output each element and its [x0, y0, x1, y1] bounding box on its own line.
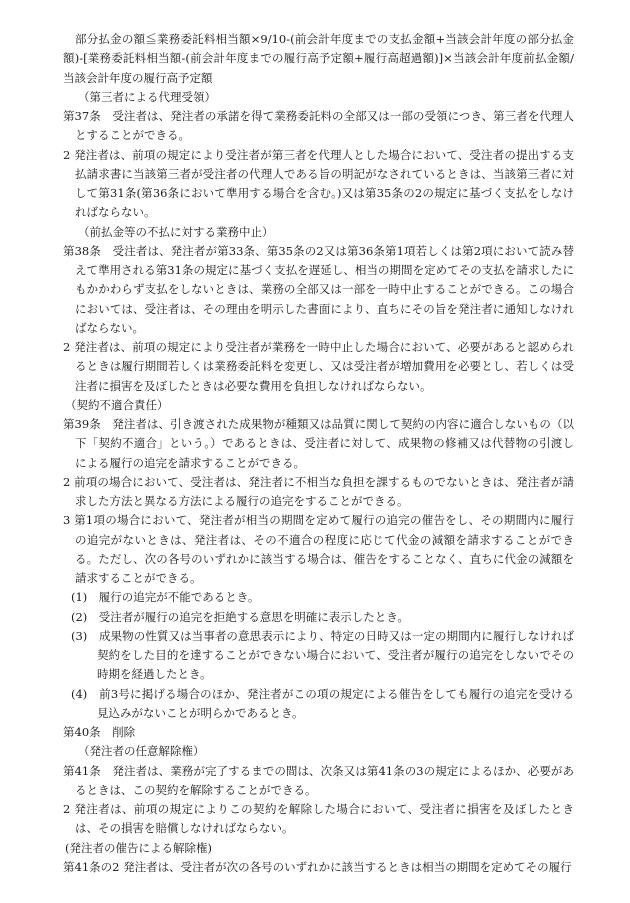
list-item: (4) 前3号に掲げる場合のほか、発注者がこの項の規定による催告をしても履行の追完を受ける見込みがないことが明らかであるとき。	[71, 686, 574, 720]
section-heading: （第三者による代理受領）	[78, 89, 216, 104]
article-39: 第39条 発注者は、引き渡された成果物が種類又は品質に関して契約の内容に適合しないもの（以下「契約不適合」という。）であるときは、受注者に対して、成果物の修補又は代替物の引渡しによる履行の追完を請求することができる。	[63, 417, 574, 470]
article-41-paragraph-2: 2 発注者は、前項の規定によりこの契約を解除した場合において、受注者に損害を及ぼしたときは、その損害を賠償しなければならない。	[63, 802, 574, 836]
article-41: 第41条 発注者は、業務が完了するまでの間は、次条又は第41条の3の規定によるほか、必要があるときは、この契約を解除することができる。	[63, 763, 574, 797]
section-heading: （契約不適合責任）	[65, 397, 169, 412]
article-41-2: 第41条の2 発注者は、受注者が次の各号のいずれかに該当するときは相当の期間を定めてその履行	[63, 859, 572, 874]
list-item: (2) 受注者が履行の追完を拒絶する意思を明確に表示したとき。	[71, 609, 409, 624]
article-37-paragraph-2: 2 発注者は、前項の規定により受注者が第三者を代理人とした場合において、受注者の提出する支払請求書に当該第三者が受注者の代理人である旨の明記がなされているときは、当該第三者に対して第31条(第36条において準用する場合を含む。)又は第35条の2の規定に基づく支払をしなければならない。	[63, 147, 574, 220]
article-39-paragraph-3: 3 第1項の場合において、発注者が相当の期間を定めて履行の追完の催告をし、その期間内に履行の追完がないときは、発注者は、その不適合の程度に応じて代金の減額を請求することができる。ただし、次の各号のいずれかに該当する場合は、催告をすることなく、直ちに代金の減額を請求することができる。	[63, 513, 574, 585]
list-item: (3) 成果物の性質又は当事者の意思表示により、特定の日時又は一定の期間内に履行しなければ契約をした目的を達することができない場合において、受注者が履行の追完をしないでその時期を経過したとき。	[71, 628, 574, 682]
section-heading: (発注者の催告による解除権)	[65, 840, 212, 855]
article-40: 第40条 削除	[63, 725, 136, 739]
section-heading: （前払金等の不払に対する業務中止）	[78, 224, 274, 239]
formula-paragraph: 部分払金の額≦業務委託料相当額×9/10-(前会計年度までの支払金額+当該会計年度の部分払金額)-[業務委託料相当額-(前会計年度までの履行高予定額+履行高超過額)]×当該会計年度前払金額/当該会計年度の履行高予定額	[63, 32, 574, 85]
article-38-paragraph-2: 2 発注者は、前項の規定により受注者が業務を一時中止した場合において、必要があると認められるときは履行期間若しくは業務委託料を変更し、又は受注者が増加費用を必要とし、若しくは受注者に損害を及ぼしたときは必要な費用を負担しなければならない。	[63, 340, 574, 393]
section-heading: （発注者の任意解除権）	[78, 744, 205, 759]
list-item: (1) 履行の追完が不能であるとき。	[71, 590, 260, 605]
article-39-paragraph-2: 2 前項の場合において、受注者は、発注者に不相当な負担を課するものでないときは、発注者が請求した方法と異なる方法による履行の追完をすることができる。	[63, 474, 574, 508]
article-37: 第37条 受注者は、発注者の承諾を得て業務委託料の全部又は一部の受領につき、第三者を代理人とすることができる。	[63, 109, 574, 143]
article-38: 第38条 受注者は、発注者が第33条、第35条の2又は第36条第1項若しくは第2項において読み替えて準用される第31条の規定に基づく支払を遅延し、相当の期間を定めてその支払を請求したにもかかわらず支払をしないときは、業務の全部又は一部を一時中止することができる。この場合においては、受注者は、その理由を明示した書面により、直ちにその旨を発注者に通知しなければならない。	[63, 243, 574, 335]
